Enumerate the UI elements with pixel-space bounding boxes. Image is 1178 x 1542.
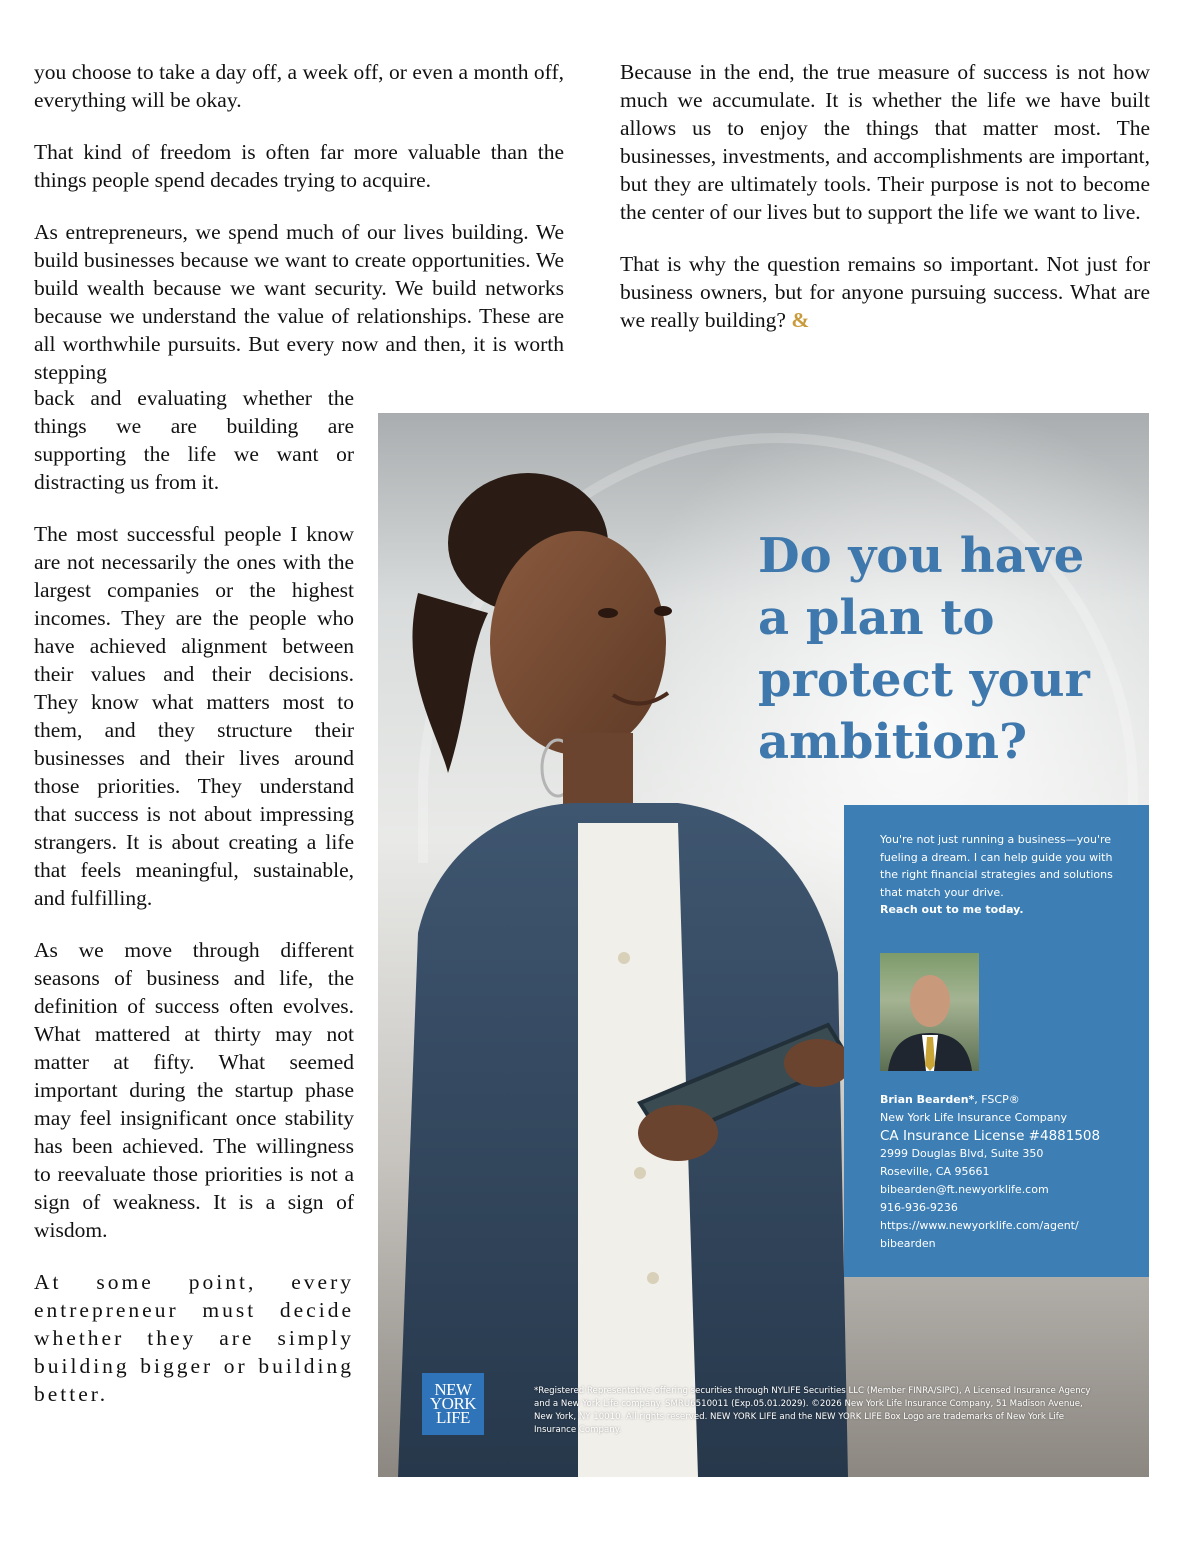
paragraph: That kind of freedom is often far more valuable than the things people spend decades trying to acquire.: [34, 140, 564, 192]
agent-info-panel: [844, 805, 1149, 1277]
paragraph: The most successful people I know are not necessarily the ones with the largest companies or the highest incomes. They are the people who have achieved alignment between their values and their decisions. They know what matters most to them, and they structure their businesses and their lives around those priorities. They understand that success is not about impressing strangers. It is about creating a life that feels meaningful, sustainable, and fulfilling.: [34, 522, 354, 910]
agent-license: CA Insurance License #4881508: [880, 1128, 1101, 1144]
agent-company: New York Life Insurance Company: [880, 1111, 1067, 1124]
button: [634, 1167, 646, 1179]
eye: [598, 608, 618, 618]
ad-headline: Do you have a plan to protect your ambition?: [758, 528, 1090, 770]
face: [490, 531, 666, 755]
logo-line: NEW: [434, 1380, 472, 1399]
agent-portrait-icon: [880, 953, 979, 1071]
agent-photo: [880, 953, 979, 1071]
end-mark: &: [791, 308, 810, 332]
paragraph: back and evaluating whether the things we are building are supporting the life we want or distracting us from it.: [34, 386, 354, 494]
eye: [654, 606, 672, 616]
button: [647, 1272, 659, 1284]
agent-phone: 916-936-9236: [880, 1201, 958, 1214]
agent-email: bibearden@ft.newyorklife.com: [880, 1183, 1049, 1196]
ad-disclaimer: *Registered Representative offering securities through NYLIFE Securities LLC (Member FINRA/SIPC), A Licensed Insurance Agency and a New York Life company. SMRU6510011 (Exp.05.01.2029). ©2026 New York Life Insurance Company, 51 Madison Avenue, New York, NY 10010. All rights reserved. NEW YORK LIFE and the NEW YORK LIFE Box Logo are trademarks of New York Life Insurance Company.: [534, 1386, 1091, 1435]
agent-contact-info: [880, 1091, 1140, 1253]
agent-address-line1: 2999 Douglas Blvd, Suite 350: [880, 1147, 1044, 1160]
article-column-right: [620, 58, 1150, 358]
new-york-life-logo: [422, 1373, 484, 1435]
agent-address-line2: Roseville, CA 95661: [880, 1165, 990, 1178]
button: [618, 952, 630, 964]
agent-url-line1: https://www.newyorklife.com/agent/: [880, 1219, 1079, 1232]
ad-call-to-action: Reach out to me today.: [880, 903, 1024, 916]
paragraph: As entrepreneurs, we spend much of our lives building. We build businesses because we want to create opportunities. We build wealth because we want security. We build networks because we understand the value of relationships. These are all worthwhile pursuits. But every now and then, it is worth stepping: [34, 220, 564, 384]
paragraph: At some point, every entrepreneur must decide whether they are simply building bigger or building better.: [34, 1270, 354, 1406]
logo-line: LIFE: [436, 1408, 470, 1427]
logo-line: YORK: [429, 1394, 477, 1413]
ad-message-text: You're not just running a business—you're fueling a dream. I can help guide you with the right financial strategies and solutions that match your drive.: [880, 833, 1113, 899]
advertisement: [378, 413, 1149, 1477]
hair-curls: [412, 593, 488, 773]
hand: [784, 1039, 852, 1087]
closing-sentence: That is why the question remains so important. Not just for business owners, but for anyone pursuing success. What are we really building?: [620, 252, 1150, 332]
agent-url-line2: bibearden: [880, 1237, 936, 1250]
agent-name: Brian Bearden*: [880, 1093, 975, 1106]
article-column-left-top: [34, 58, 564, 386]
paragraph: As we move through different seasons of business and life, the definition of success often evolves. What mattered at thirty may not matter at fifty. What seemed important during the startup phase may feel insignificant once stability has been achieved. The willingness to reevaluate those priorities is not a sign of weakness. It is a sign of wisdom.: [34, 938, 354, 1242]
paragraph: you choose to take a day off, a week off, or even a month off, everything will be okay.: [34, 60, 564, 112]
paragraph: Because in the end, the true measure of success is not how much we accumulate. It is whether the life we have built allows us to enjoy the things that matter most. The businesses, investments, and accomplishments are important, but they are ultimately tools. Their purpose is not to become the center of our lives but to support the life we want to live.: [620, 60, 1150, 224]
hand: [638, 1105, 718, 1161]
paragraph: [620, 250, 1150, 334]
article-column-left-narrow: [34, 384, 354, 1432]
ad-message: [880, 831, 1120, 919]
agent-credential: , FSCP®: [974, 1093, 1020, 1106]
